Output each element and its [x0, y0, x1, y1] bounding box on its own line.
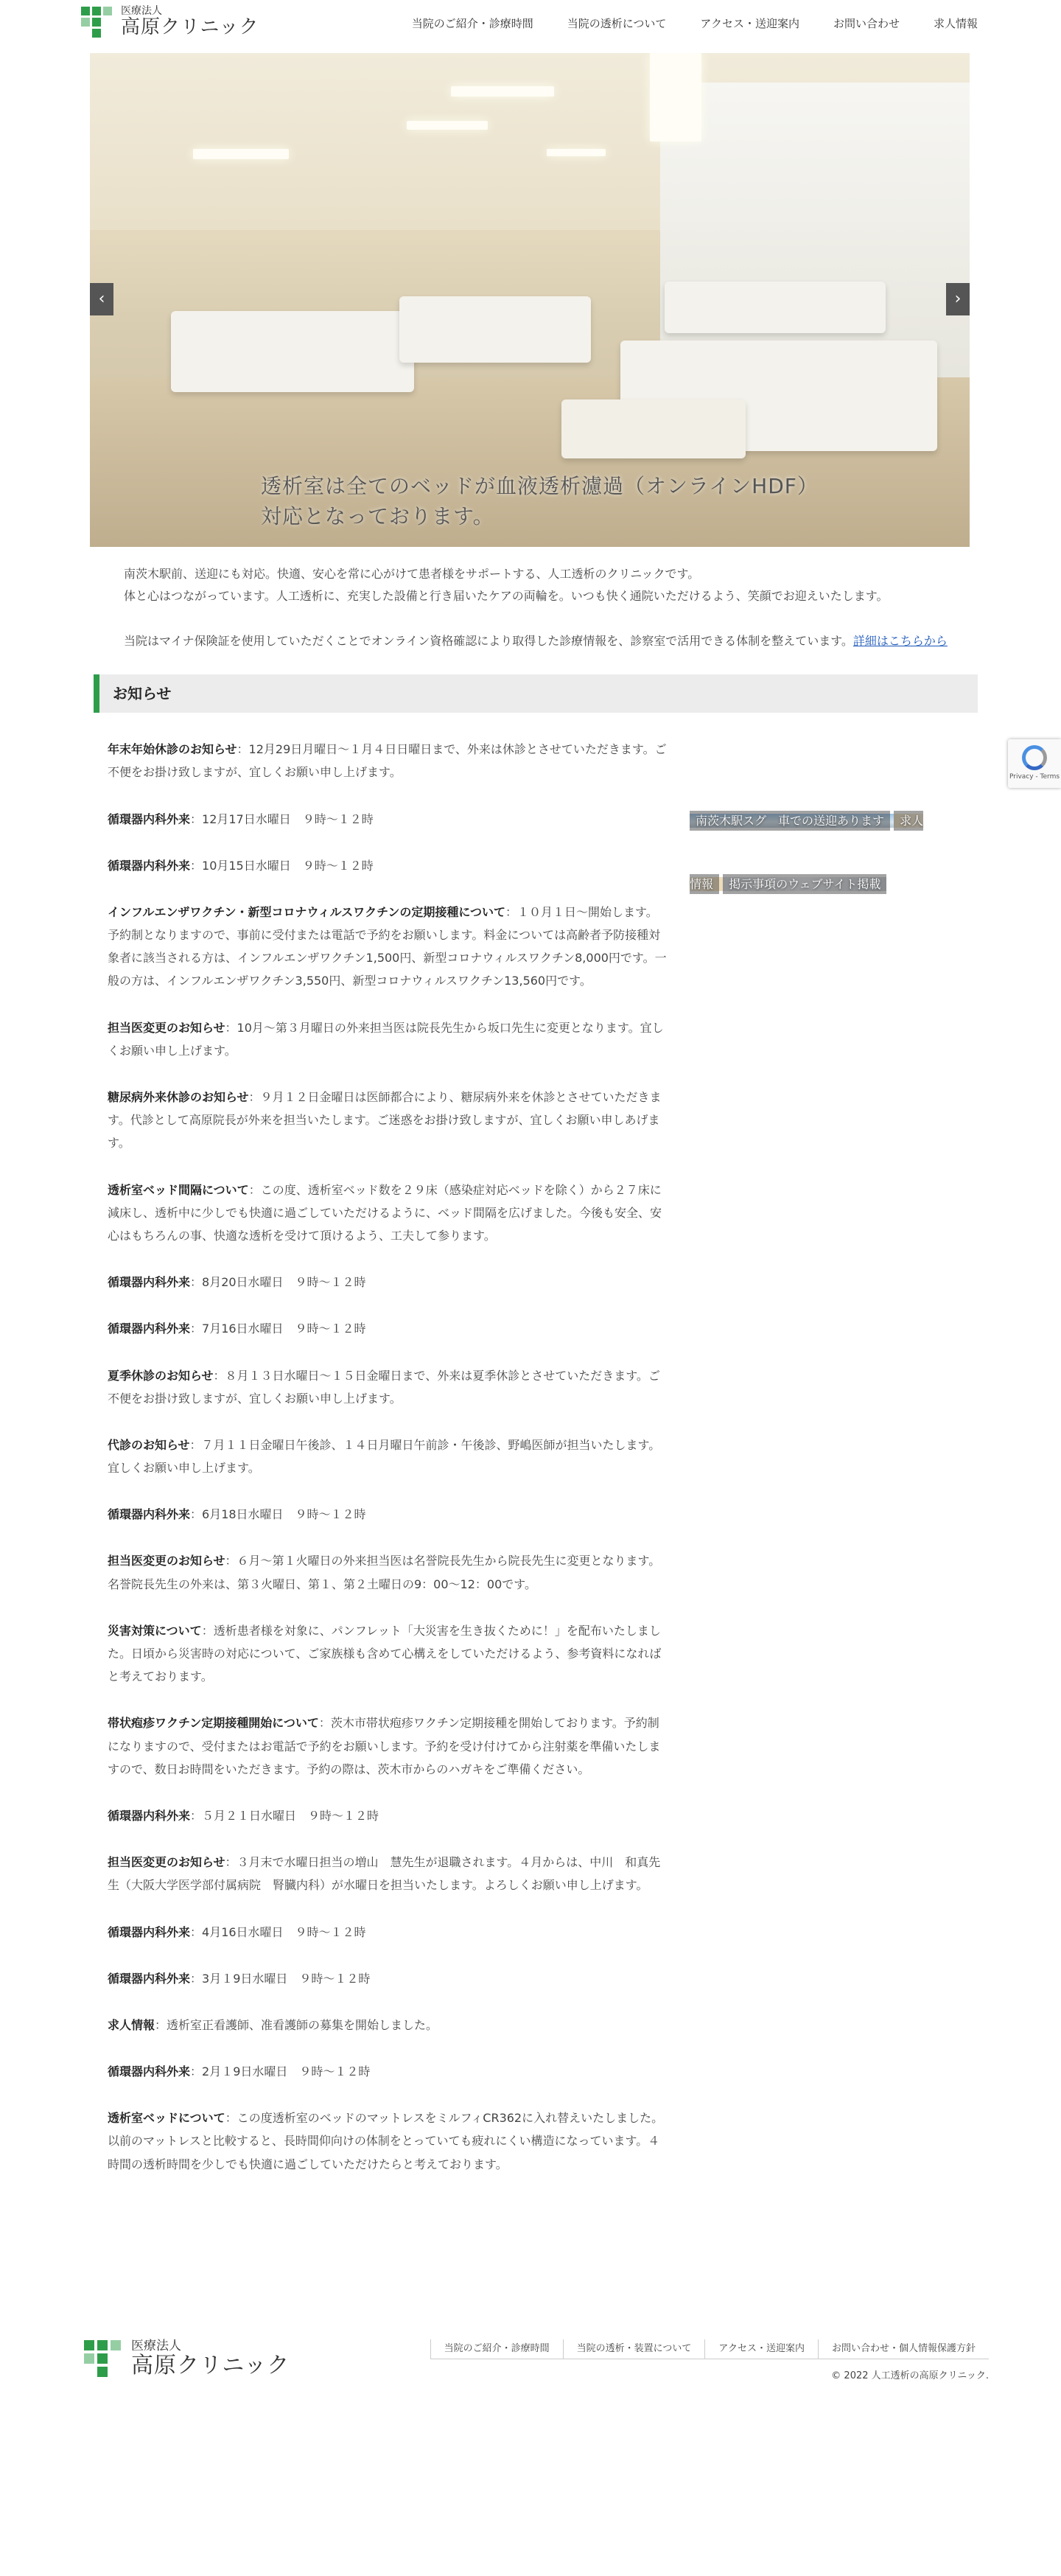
news-item-title: 循環器内科外来 — [108, 811, 191, 826]
banner-shuttle[interactable] — [690, 814, 894, 828]
news-item-title: 透析室ベッド間隔について — [108, 1182, 249, 1197]
news-item — [108, 901, 668, 993]
intro-text — [124, 563, 970, 652]
footer-logo[interactable] — [84, 2339, 290, 2378]
news-item-body: ：12月29日月曜日〜１月４日日曜日まで、外来は休診とさせていただきます。ご不便をお掛け致しますが、宜しくお願い申し上げます。 — [108, 742, 667, 780]
news-item-body: ：10月〜第３月曜日の外来担当医は院長先生から坂口先生に変更となります。宜しくお願い申し上げます。 — [108, 1020, 664, 1058]
recaptcha-badge[interactable] — [1008, 739, 1061, 788]
footer-logo-subtitle: 医療法人 — [131, 2338, 181, 2353]
copyright: © 2022 人工透析の高原クリニック. — [831, 2370, 989, 2381]
footer-nav-access[interactable]: アクセス・送迎案内 — [704, 2339, 818, 2359]
news-item — [108, 1619, 668, 1689]
news-item-title: 担当医変更のお知らせ — [108, 1554, 225, 1568]
logo-title: 高原クリニック — [121, 16, 259, 39]
news-item — [108, 1921, 668, 1944]
news-item-title: 糖尿病外来休診のお知らせ — [108, 1090, 249, 1105]
news-item-body: ：７月１１日金曜日午後診、１４日月曜日午前診・午後診、野嶋医師が担当いたします。宜しくお願い申し上げます。 — [108, 1437, 661, 1476]
footer-nav-about[interactable]: 当院のご紹介・診療時間 — [430, 2339, 563, 2359]
news-item-body: ：５月２１日水曜日 ９時〜１２時 — [190, 1808, 379, 1823]
news-item-body: ：2月１9日水曜日 ９時〜１２時 — [190, 2064, 371, 2079]
chevron-right-icon[interactable]: › — [946, 283, 970, 315]
chevron-left-icon[interactable]: ‹ — [90, 283, 113, 315]
news-item — [108, 1364, 668, 1410]
news-item-title: 担当医変更のお知らせ — [108, 1020, 225, 1035]
news-item-body: ：8月20日水曜日 ９時〜１２時 — [190, 1275, 366, 1290]
news-item-body: ：９月１２日金曜日は医師都合により、糖尿病外来を休診とさせていただきます。代診として高原院長が外来を担当いたします。ご迷惑をお掛け致しますが、宜しくお願い申しあげます。 — [108, 1090, 662, 1151]
hero-caption: 透析室は全てのベッドが血液透析濾過（オンラインHDF） 対応となっております。 — [261, 474, 819, 528]
banner-notices-web[interactable] — [723, 877, 886, 891]
news-item-body: ：6月18日水曜日 ９時〜１２時 — [190, 1507, 366, 1522]
news-item-title: 循環器内科外来 — [108, 1971, 191, 1986]
news-item-body: ：茨木市帯状疱疹ワクチン定期接種を開始しております。予約制になりますので、受付またはお電話で予約をお願いします。予約を受け付けてから注射薬を準備いたしますので、数日お時間をいただきます。予約の際は、茨木市からのハガキをご準備ください。 — [108, 1716, 661, 1776]
news-item — [108, 2106, 668, 2176]
news-item — [108, 2014, 668, 2036]
intro-line-1: 南茨木駅前、送迎にも対応。快適、安心を常に心がけて患者様をサポートする、人工透析のクリニックです。 — [124, 567, 700, 581]
news-item-body: ：7月16日水曜日 ９時〜１２時 — [190, 1322, 366, 1336]
news-item-body: ：１０月１日〜開始します。予約制となりますので、事前に受付または電話で予約をお願いします。料金については高齢者予防接種対象者に該当される方は、インフルエンザワクチン1,500円、新型コロナウィルスワクチン8,000円です。一般の方は、インフルエンザワクチン3,550円、新型コロナウィルスワクチン13,560円です。 — [108, 904, 667, 988]
global-nav — [412, 13, 978, 35]
news-item — [108, 1711, 668, 1781]
news-item — [108, 1804, 668, 1827]
news-item-title: 循環器内科外来 — [108, 1322, 191, 1336]
news-item-title: 求人情報 — [108, 2017, 155, 2032]
nav-about[interactable]: 当院のご紹介・診療時間 — [411, 17, 533, 30]
recaptcha-links[interactable]: Privacy - Terms — [1009, 773, 1060, 781]
footer-logo-title: 高原クリニック — [131, 2352, 290, 2378]
news-item-title: インフルエンザワクチン・新型コロナウィルスワクチンの定期接種について — [108, 904, 506, 919]
news-item — [108, 1016, 668, 1062]
news-item — [108, 1317, 668, 1340]
news-item — [108, 854, 668, 877]
news-item — [108, 1271, 668, 1294]
news-item-title: 循環器内科外来 — [108, 1808, 191, 1823]
news-item-body: ：３月末で水曜日担当の増山 慧先生が退職されます。４月からは、中川 和真先生（大阪大学医学部付属病院 腎臓内科）が水曜日を担当いたします。よろしくお願い申し上げます。 — [108, 1855, 661, 1893]
news-item — [108, 1179, 668, 1248]
news-item-title: 透析室ベッドについて — [108, 2111, 225, 2126]
news-item-title: 循環器内科外来 — [108, 858, 191, 873]
news-item — [108, 1086, 668, 1155]
footer-nav — [430, 2339, 989, 2359]
site-logo[interactable] — [81, 6, 259, 38]
news-item — [108, 2060, 668, 2083]
footer-nav-dialysis[interactable]: 当院の透析・装置について — [563, 2339, 705, 2359]
news-item-body: ：透析室正看護師、准看護師の募集を開始しました。 — [155, 2017, 438, 2032]
notice-heading: お知らせ — [94, 674, 978, 713]
hero-slider — [90, 53, 970, 547]
news-item-body: ：６月〜第１火曜日の外来担当医は名誉院長先生から院長先生に変更となります。名誉院長先生の外来は、第３火曜日、第１、第２土曜日の9：00〜12：00です。 — [108, 1554, 661, 1591]
intro-line-3: 当院はマイナ保険証を使用していただくことでオンライン資格確認により取得した診療情報を、診察室で活用できる体制を整えています。詳細はこちらから — [124, 633, 948, 648]
news-item — [108, 1851, 668, 1896]
news-item-title: 循環器内科外来 — [108, 1275, 191, 1290]
news-item — [108, 808, 668, 831]
news-item-title: 循環器内科外来 — [108, 1507, 191, 1522]
banner-shuttle-label: 南茨木駅スグ 車での送迎あります — [690, 814, 890, 828]
news-item-body: ：10月15日水曜日 ９時〜１２時 — [190, 858, 374, 873]
footer-nav-contact[interactable]: お問い合わせ・個人情報保護方針 — [818, 2339, 989, 2359]
news-item-title: 災害対策について — [108, 1623, 202, 1638]
news-item — [108, 1549, 668, 1595]
site-header — [0, 0, 1061, 53]
nav-recruit[interactable]: 求人情報 — [933, 17, 978, 30]
news-item-title: 年末年始休診のお知らせ — [108, 742, 237, 757]
news-item — [108, 738, 668, 783]
news-item-body: ：3月１9日水曜日 ９時〜１２時 — [190, 1971, 371, 1986]
news-item-body: ：８月１３日水曜日〜１５日金曜日まで、外来は夏季休診とさせていただきます。ご不便をお掛け致しますが、宜しくお願い申し上げます。 — [108, 1368, 660, 1406]
nav-contact[interactable]: お問い合わせ — [833, 17, 900, 30]
intro-line-2: 体と心はつながっています。人工透析に、充実した設備と行き届いたケアの両輪を。いつも快く通院いただけるよう、笑顔でお迎えいたします。 — [124, 589, 889, 604]
logo-subtitle: 医療法人 — [121, 5, 162, 17]
news-item-title: 担当医変更のお知らせ — [108, 1855, 225, 1870]
news-item-title: 夏季休診のお知らせ — [108, 1368, 214, 1383]
news-item-body: ：4月16日水曜日 ９時〜１２時 — [190, 1924, 366, 1939]
nav-dialysis[interactable]: 当院の透析について — [567, 17, 667, 30]
recaptcha-icon — [1022, 745, 1047, 770]
news-item-title: 循環器内科外来 — [108, 2064, 191, 2079]
logo-cross-icon — [81, 7, 112, 38]
news-item-title: 帯状疱疹ワクチン定期接種開始について — [108, 1716, 319, 1731]
logo-cross-icon — [84, 2340, 121, 2377]
details-link[interactable]: 詳細はこちらから — [852, 633, 948, 648]
banner-recruit-label: 求人情報 — [690, 814, 923, 891]
news-item — [108, 1503, 668, 1526]
news-item-title: 循環器内科外来 — [108, 1924, 191, 1939]
nav-access[interactable]: アクセス・送迎案内 — [700, 17, 799, 30]
news-item — [108, 1434, 668, 1479]
news-item-body: ：この度透析室のベッドのマットレスをミルフィCR362に入れ替えいたしました。以前のマットレスと比較すると、長時間仰向けの体制をとっていても疲れにくい構造になっています。４時間の透析時間を少しでも快適に過ごしていただけたらと考えております。 — [108, 2111, 664, 2171]
news-item — [108, 1967, 668, 1990]
main-content — [0, 738, 1061, 2176]
banner-notices-label: 掲示事項のウェブサイト掲載 — [723, 877, 886, 891]
news-item-title: 代診のお知らせ — [108, 1437, 190, 1452]
site-footer — [0, 2249, 1061, 2404]
news-item-body: ：12月17日水曜日 ９時〜１２時 — [190, 811, 374, 826]
news-list — [108, 738, 668, 2176]
sidebar-banners — [690, 789, 927, 916]
news-item-body: ：透析患者様を対象に、パンフレット「大災害を生き抜くために！」を配布いたしました。日頃から災害時の対応について、ご家族様も含めて心構えをしていただけるよう、参考資料になればと考えております。 — [108, 1623, 662, 1684]
news-item-body: ：この度、透析室ベッド数を２９床（感染症対応ベッドを除く）から２７床に減床し、透析中に少しでも快適に過ごしていただけるように、ベッド間隔を広げました。今後も安全、安心はもちろんの事、快適な透析を受けて頂けるよう、工夫して参ります。 — [108, 1182, 662, 1243]
